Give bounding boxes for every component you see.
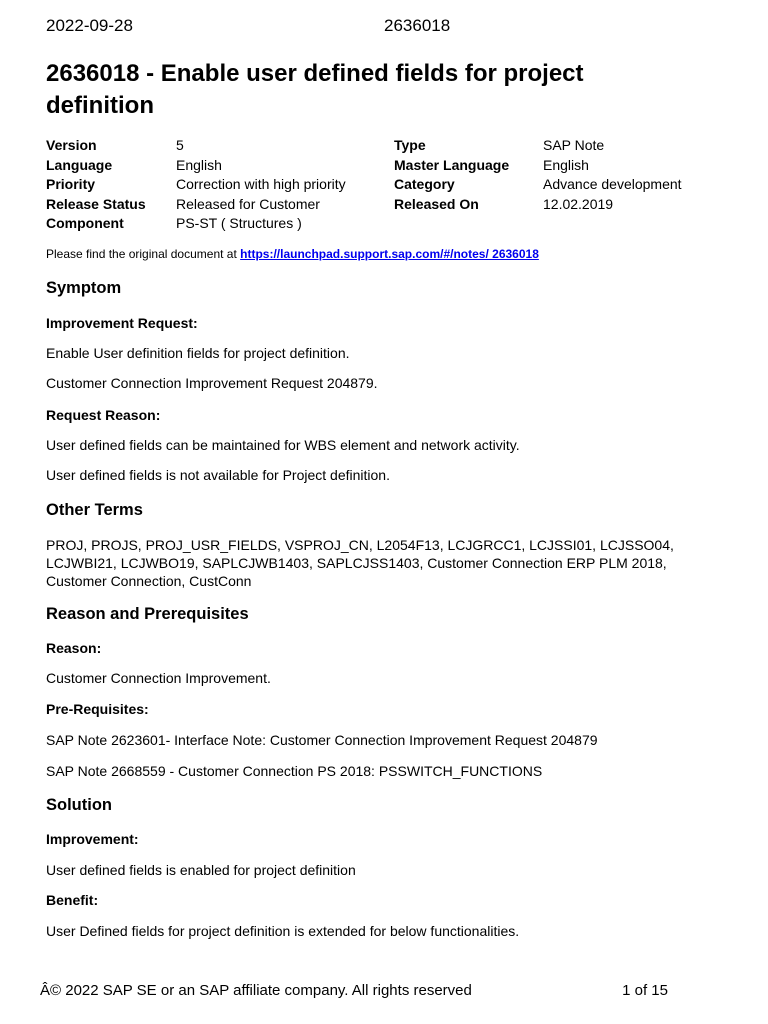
metadata-value: English <box>176 156 222 173</box>
metadata-row <box>46 176 726 196</box>
paragraph: User defined fields is not available for Project definition. <box>46 467 390 483</box>
metadata-label: Component <box>46 215 124 231</box>
metadata-row <box>46 157 726 177</box>
metadata-label: Version <box>46 137 97 153</box>
paragraph: User defined fields is enabled for project definition <box>46 862 356 878</box>
metadata-row <box>46 215 726 235</box>
metadata-value: 5 <box>176 137 184 153</box>
metadata-value: 12.02.2019 <box>543 195 614 212</box>
page-number: 1 of 15 <box>622 982 668 999</box>
paragraph: Customer Connection Improvement. <box>46 670 271 686</box>
metadata-label: Category <box>394 176 455 192</box>
document-date: 2022-09-28 <box>46 16 133 35</box>
paragraph: Customer Connection Improvement Request 204879. <box>46 375 378 391</box>
copyright-text: Â© 2022 SAP SE or an SAP affiliate company. All rights reserved <box>40 982 472 999</box>
metadata-label: Master Language <box>394 156 510 173</box>
page-title: 2636018 - Enable user defined fields for project definition <box>46 60 584 119</box>
subheading-benefit: Benefit: <box>46 892 99 908</box>
metadata-value: PS-ST ( Structures ) <box>176 215 302 231</box>
metadata-label: Released On <box>394 195 479 212</box>
paragraph: Enable User definition fields for project definition. <box>46 345 350 361</box>
subheading-request-reason: Request Reason: <box>46 407 161 423</box>
metadata-label: Type <box>394 137 426 153</box>
subheading-reason: Reason: <box>46 640 102 656</box>
metadata-value: Advance development <box>543 176 682 192</box>
metadata-value: Released for Customer <box>176 195 320 212</box>
metadata-label: Language <box>46 156 113 173</box>
note-number: 2636018 <box>384 16 451 35</box>
paragraph: SAP Note 2623601- Interface Note: Customer Connection Improvement Request 204879 <box>46 732 598 748</box>
metadata-value: English <box>543 156 589 173</box>
metadata-row <box>46 196 726 216</box>
metadata-label: Release Status <box>46 195 146 212</box>
paragraph: User defined fields can be maintained for WBS element and network activity. <box>46 437 520 453</box>
section-heading-reason: Reason and Prerequisites <box>46 605 249 623</box>
subheading-prerequisites: Pre-Requisites: <box>46 701 149 717</box>
page-header <box>46 16 722 36</box>
section-heading-solution: Solution <box>46 796 112 814</box>
metadata-table <box>46 137 726 235</box>
metadata-value: SAP Note <box>543 137 605 153</box>
other-terms-text: PROJ, PROJS, PROJ_USR_FIELDS, VSPROJ_CN, L2054F13, LCJGRCC1, LCJSSI01, LCJSSO04, LCJWBI21, LCJWBO19, SAPLCJWB1403, SAPLCJSS1403, Customer Connection ERP PLM 2018, Customer Connection, CustConn <box>46 537 674 589</box>
subheading-improvement: Improvement: <box>46 831 139 847</box>
original-document-prefix: Please find the original document at <box>46 247 241 261</box>
section-heading-symptom: Symptom <box>46 279 122 297</box>
paragraph: User Defined fields for project definition is extended for below functionalities. <box>46 923 520 939</box>
metadata-label: Priority <box>46 176 96 192</box>
subheading-improvement-request: Improvement Request: <box>46 315 198 331</box>
section-heading-other-terms: Other Terms <box>46 501 143 519</box>
original-document-link[interactable]: https://launchpad.support.sap.com/#/notes/ 2636018 <box>240 247 539 261</box>
metadata-value: Correction with high priority <box>176 176 346 192</box>
original-document-line <box>46 247 539 261</box>
metadata-row <box>46 137 726 157</box>
paragraph: SAP Note 2668559 - Customer Connection PS 2018: PSSWITCH_FUNCTIONS <box>46 763 543 779</box>
